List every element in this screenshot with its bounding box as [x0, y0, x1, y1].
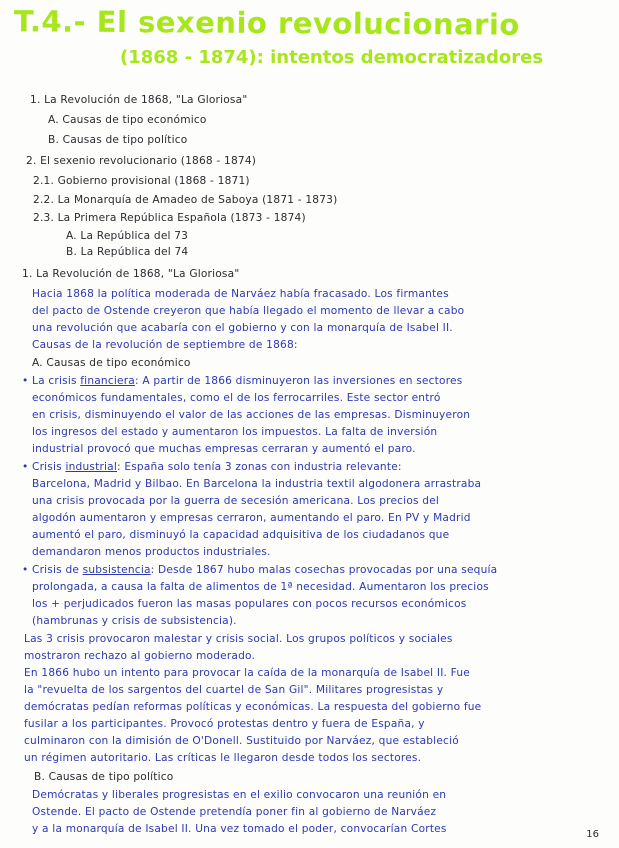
paragraph-line: mostraron rechazo al gobierno moderado.	[24, 650, 256, 662]
term-industrial: industrial	[65, 461, 117, 473]
page-number: 16	[586, 829, 599, 840]
crisis-industrial-first-line: • Crisis industrial: España solo tenía 3 zonas con industria relevante:	[22, 461, 402, 473]
outline-item: 2.1. Gobierno provisional (1868 - 1871)	[33, 175, 250, 187]
paragraph-line: demandaron menos productos industriales.	[32, 546, 271, 558]
paragraph-line: los + perjudicados fueron las masas populares con pocos recursos económicos	[32, 598, 467, 610]
paragraph-line: culminaron con la dimisión de O'Donell. Sustituido por Narváez, que estableció	[24, 735, 459, 747]
paragraph-line: Ostende. El pacto de Ostende pretendía poner fin al gobierno de Narváez	[32, 806, 437, 818]
section-heading: 1. La Revolución de 1868, "La Gloriosa"	[22, 268, 240, 280]
paragraph-line: los ingresos del estado y aumentaron los impuestos. La falta de inversión	[32, 426, 438, 438]
intro-line: del pacto de Ostende creyeron que había llegado el momento de llevar a cabo	[32, 305, 465, 317]
intro-line: una revolución que acabaría con el gobierno y con la monarquía de Isabel II.	[32, 322, 453, 334]
paragraph-line: económicos fundamentales, como el de los ferrocarriles. Este sector entró	[32, 392, 441, 404]
paragraph-line: aumentó el paro, disminuyó la capacidad adquisitiva de los ciudadanos que	[32, 529, 450, 541]
paragraph-line: una crisis provocada por la guerra de secesión americana. Los precios del	[32, 495, 440, 507]
paragraph-line: demócratas pedían reformas políticas y económicas. La respuesta del gobierno fue	[24, 701, 482, 713]
paragraph-line: prolongada, a causa la falta de alimentos de 1ª necesidad. Aumentaron los precios	[32, 581, 489, 593]
paragraph-line: En 1866 hubo un intento para provocar la caída de la monarquía de Isabel II. Fue	[24, 667, 470, 679]
paragraph-line: (hambrunas y crisis de subsistencia).	[32, 615, 237, 627]
outline-item: 2.2. La Monarquía de Amadeo de Saboya (1871 - 1873)	[33, 194, 338, 206]
intro-line: Hacia 1868 la política moderada de Narváez había fracasado. Los firmantes	[32, 288, 449, 300]
outline-item: 2.3. La Primera República Española (1873 - 1874)	[33, 212, 306, 224]
paragraph-line: Barcelona, Madrid y Bilbao. En Barcelona la industria textil algodonera arrastraba	[32, 478, 482, 490]
paragraph-line: fusilar a los participantes. Provocó protestas dentro y fuera de España, y	[24, 718, 425, 730]
intro-line: Causas de la revolución de septiembre de 1868:	[32, 339, 298, 351]
outline-item: 2. El sexenio revolucionario (1868 - 1874)	[26, 155, 257, 167]
subsection-heading: B. Causas de tipo político	[34, 771, 174, 783]
paragraph-line: industrial provocó que muchas empresas cerraran y aumentó el paro.	[32, 443, 416, 455]
subsection-heading: A. Causas de tipo económico	[32, 357, 191, 369]
term-financiera: financiera	[80, 375, 135, 387]
outline-item: B. Causas de tipo político	[48, 134, 188, 146]
outline-item: A. La República del 73	[66, 230, 189, 242]
outline-item: 1. La Revolución de 1868, "La Gloriosa"	[30, 94, 248, 106]
crisis-financiera-first-line: • La crisis financiera: A partir de 1866 disminuyeron las inversiones en sectores	[22, 375, 463, 387]
outline-item: B. La República del 74	[66, 246, 189, 258]
paragraph-line: Demócratas y liberales progresistas en el exilio convocaron una reunión en	[32, 789, 447, 801]
page-title: T.4.- El sexenio revolucionario	[13, 4, 520, 42]
outline-item: A. Causas de tipo económico	[48, 114, 207, 126]
paragraph-line: en crisis, disminuyendo el valor de las acciones de las empresas. Disminuyeron	[32, 409, 471, 421]
paragraph-line: y a la monarquía de Isabel II. Una vez tomado el poder, convocarían Cortes	[32, 823, 447, 835]
term-subsistencia: subsistencia	[82, 564, 151, 576]
paragraph-line: la "revuelta de los sargentos del cuartel de San Gil". Militares progresistas y	[24, 684, 444, 696]
page-subtitle: (1868 - 1874): intentos democratizadores	[120, 47, 544, 68]
paragraph-line: un régimen autoritario. Las críticas le llegaron desde todos los sectores.	[24, 752, 422, 764]
paragraph-line: Las 3 crisis provocaron malestar y crisis social. Los grupos políticos y sociales	[24, 633, 453, 645]
paragraph-line: algodón aumentaron y empresas cerraron, aumentando el paro. En PV y Madrid	[32, 512, 471, 524]
crisis-subsistencia-first-line: • Crisis de subsistencia: Desde 1867 hubo malas cosechas provocadas por una sequía	[22, 564, 498, 576]
